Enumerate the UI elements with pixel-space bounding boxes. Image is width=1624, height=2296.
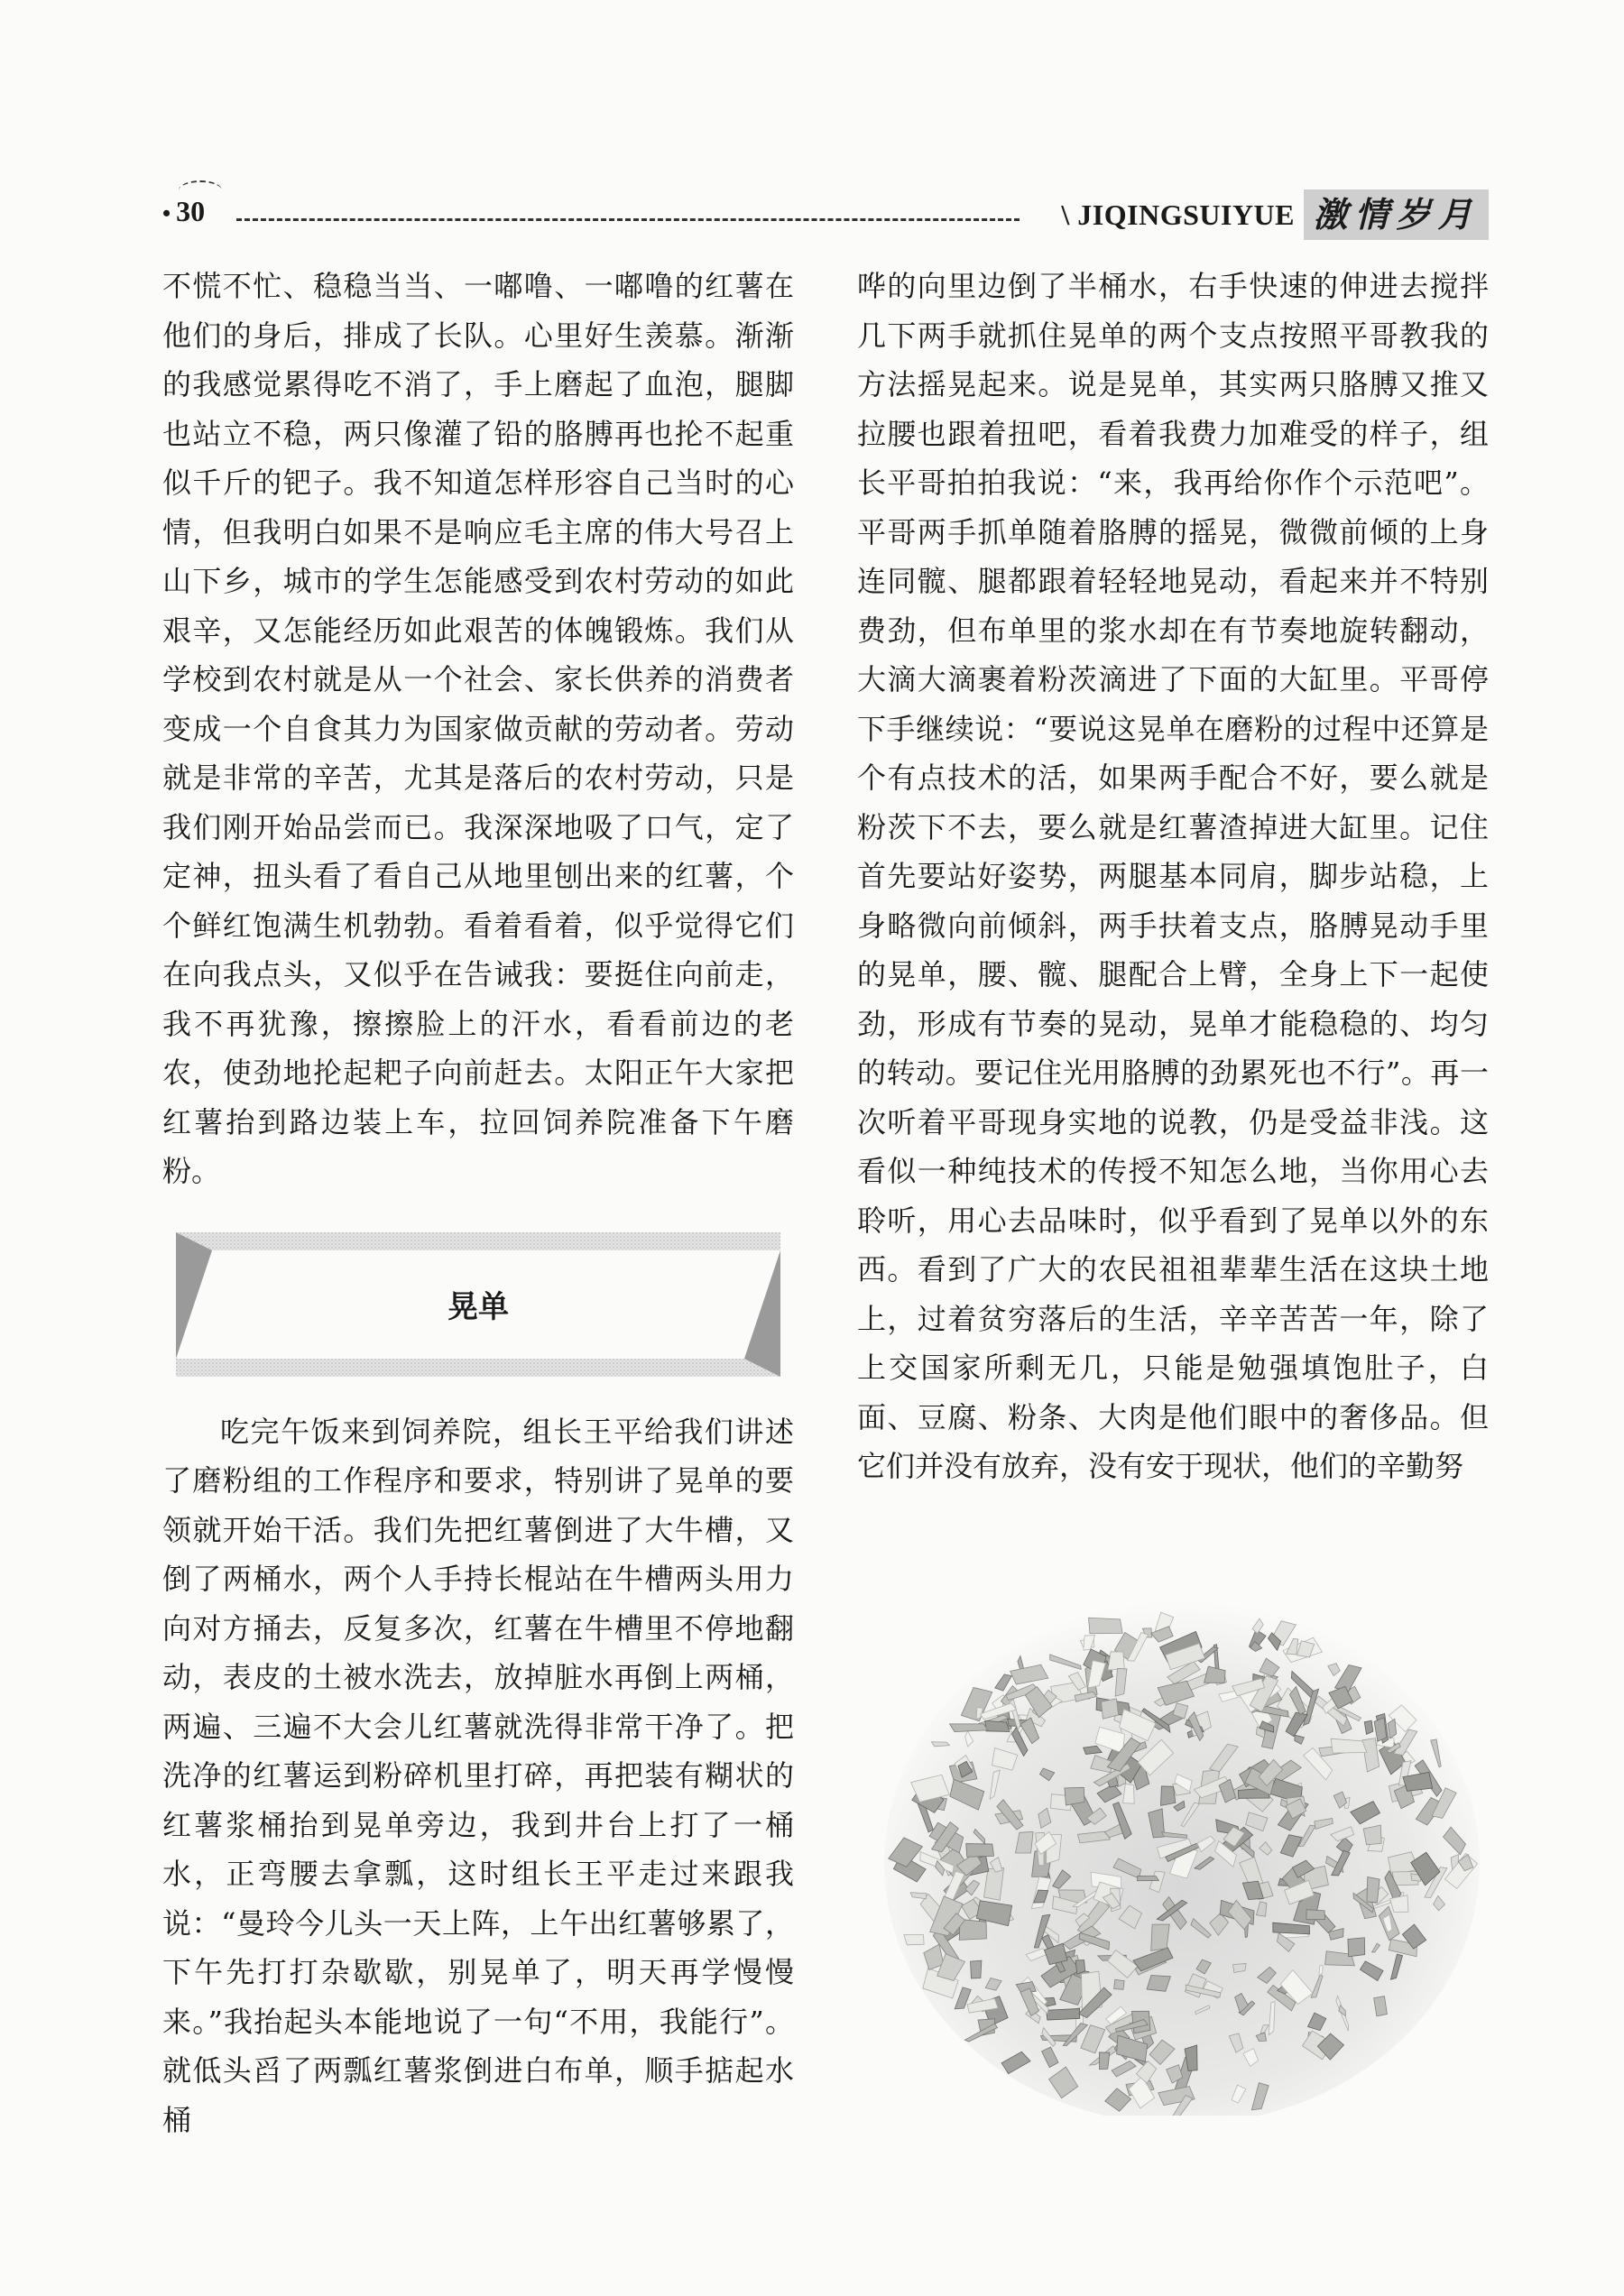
starch-chunk (1363, 1825, 1381, 1845)
magazine-name-cn: 激情岁月 (1304, 189, 1489, 240)
starch-chunks-illustration (880, 1574, 1484, 2116)
starch-chunk (1087, 1617, 1123, 1636)
starch-chunk (1348, 1938, 1365, 1957)
header-dashed-rule (236, 218, 1020, 221)
page-header (162, 189, 1489, 244)
body-paragraph: 吃完午饭来到饲养院，组长王平给我们讲述了磨粉组的工作程序和要求，特别讲了晃单的要领就开始干活。我们先把红薯倒进了大牛槽，又倒了两桶水，两个人手持长棍站在牛槽两头用力向对方捅去，反复多次，红薯在牛槽里不停地翻动，表皮的土被水洗去，放掉脏水再倒上两桶，两遍、三遍不大会儿红薯就洗得非常干净了。把洗净的红薯运到粉碎机里打碎，再把装有糊状的红薯浆桶抬到晃单旁边，我到井台上打了一桶水，正弯腰去拿瓢，这时组长王平走过来跟我说：“曼玲今儿头一天上阵，上午出红薯够累了，下午先打打杂歇歇，别晃单了，明天再学慢慢来。”我抬起头本能地说了一句“不用，我能行”。就低头舀了两瓢红薯浆倒进白布单，顺手掂起水桶 (162, 1414, 794, 2137)
section-heading-banner (176, 1232, 780, 1377)
magazine-name-en: \ JIQINGSUIYUE (1061, 198, 1295, 231)
left-column (162, 262, 794, 2144)
right-column (857, 262, 1489, 1491)
section-title: 晃单 (448, 1288, 509, 1325)
body-paragraph: 哗的向里边倒了半桶水，右手快速的伸进去搅拌几下两手就抓住晃单的两个支点按照平哥教我的方法摇晃起来。说是晃单，其实两只胳膊又推又拉腰也跟着扭吧，看着我费力加难受的样子，组长平哥拍拍我说：“来，我再给你作个示范吧”。平哥两手抓单随着胳膊的摇晃，微微前倾的上身连同髋、腿都跟着轻轻地晃动，看起来并不特别费劲，但布单里的浆水却在有节奏地旋转翻动，大滴大滴裹着粉茨滴进了下面的大缸里。平哥停下手继续说：“要说这晃单在磨粉的过程中还算是个有点技术的活，如果两手配合不好，要么就是粉茨下不去，要么就是红薯渣掉进大缸里。记住首先要站好姿势，两腿基本同肩，脚步站稳，上身略微向前倾斜，两手扶着支点，胳膊晃动手里的晃单，腰、髋、腿配合上臂，全身上下一起使劲，形成有节奏的晃动，晃单才能稳稳的、均匀的转动。要记住光用胳膊的劲累死也不行”。再一次听着平哥现身实地的说教，仍是受益非浅。这看似一种纯技术的传授不知怎么地，当你用心去聆听，用心去品味时，似乎看到了晃单以外的东西。看到了广大的农民祖祖辈辈生活在这块土地上，过着贫穷落后的生活，辛辛苦苦一年，除了上交国家所剩无几，只能是勉强填饱肚子，白面、豆腐、粉条、大肉是他们眼中的奢侈品。但它们并没有放弃，没有安于现状，他们的辛勤努 (857, 269, 1489, 1483)
starch-chunk (1065, 1787, 1084, 1805)
page-number: • 30 (162, 195, 205, 228)
starch-chunk (965, 1842, 995, 1858)
body-paragraph: 不慌不忙、稳稳当当、一嘟噜、一嘟噜的红薯在他们的身后，排成了长队。心里好生羡慕。渐渐的我感觉累得吃不消了，手上磨起了血泡，腿脚也站立不稳，两只像灌了铅的胳膊再也抡不起重似千斤的钯子。我不知道怎样形容自己当时的心情，但我明白如果不是响应毛主席的伟大号召上山下乡，城市的学生怎能感受到农村劳动的如此艰辛，又怎能经历如此艰苦的体魄锻炼。我们从学校到农村就是从一个社会、家长供养的消费者变成一个自食其力为国家做贡献的劳动者。劳动就是非常的辛苦，尤其是落后的农村劳动，只是我们刚开始品尝而已。我深深地吸了口气，定了定神，扭头看了看自己从地里刨出来的红薯，个个鲜红饱满生机勃勃。看着看着，似乎觉得它们在向我点头，又似乎在告诫我：要挺住向前走，我不再犹豫，擦擦脸上的汗水，看看前边的老农，使劲地抡起耙子向前赶去。太阳正午大家把红薯抬到路边装上车，拉回饲养院准备下午磨粉。 (162, 269, 794, 1188)
sweet-potato-starch-photo (880, 1574, 1484, 2116)
